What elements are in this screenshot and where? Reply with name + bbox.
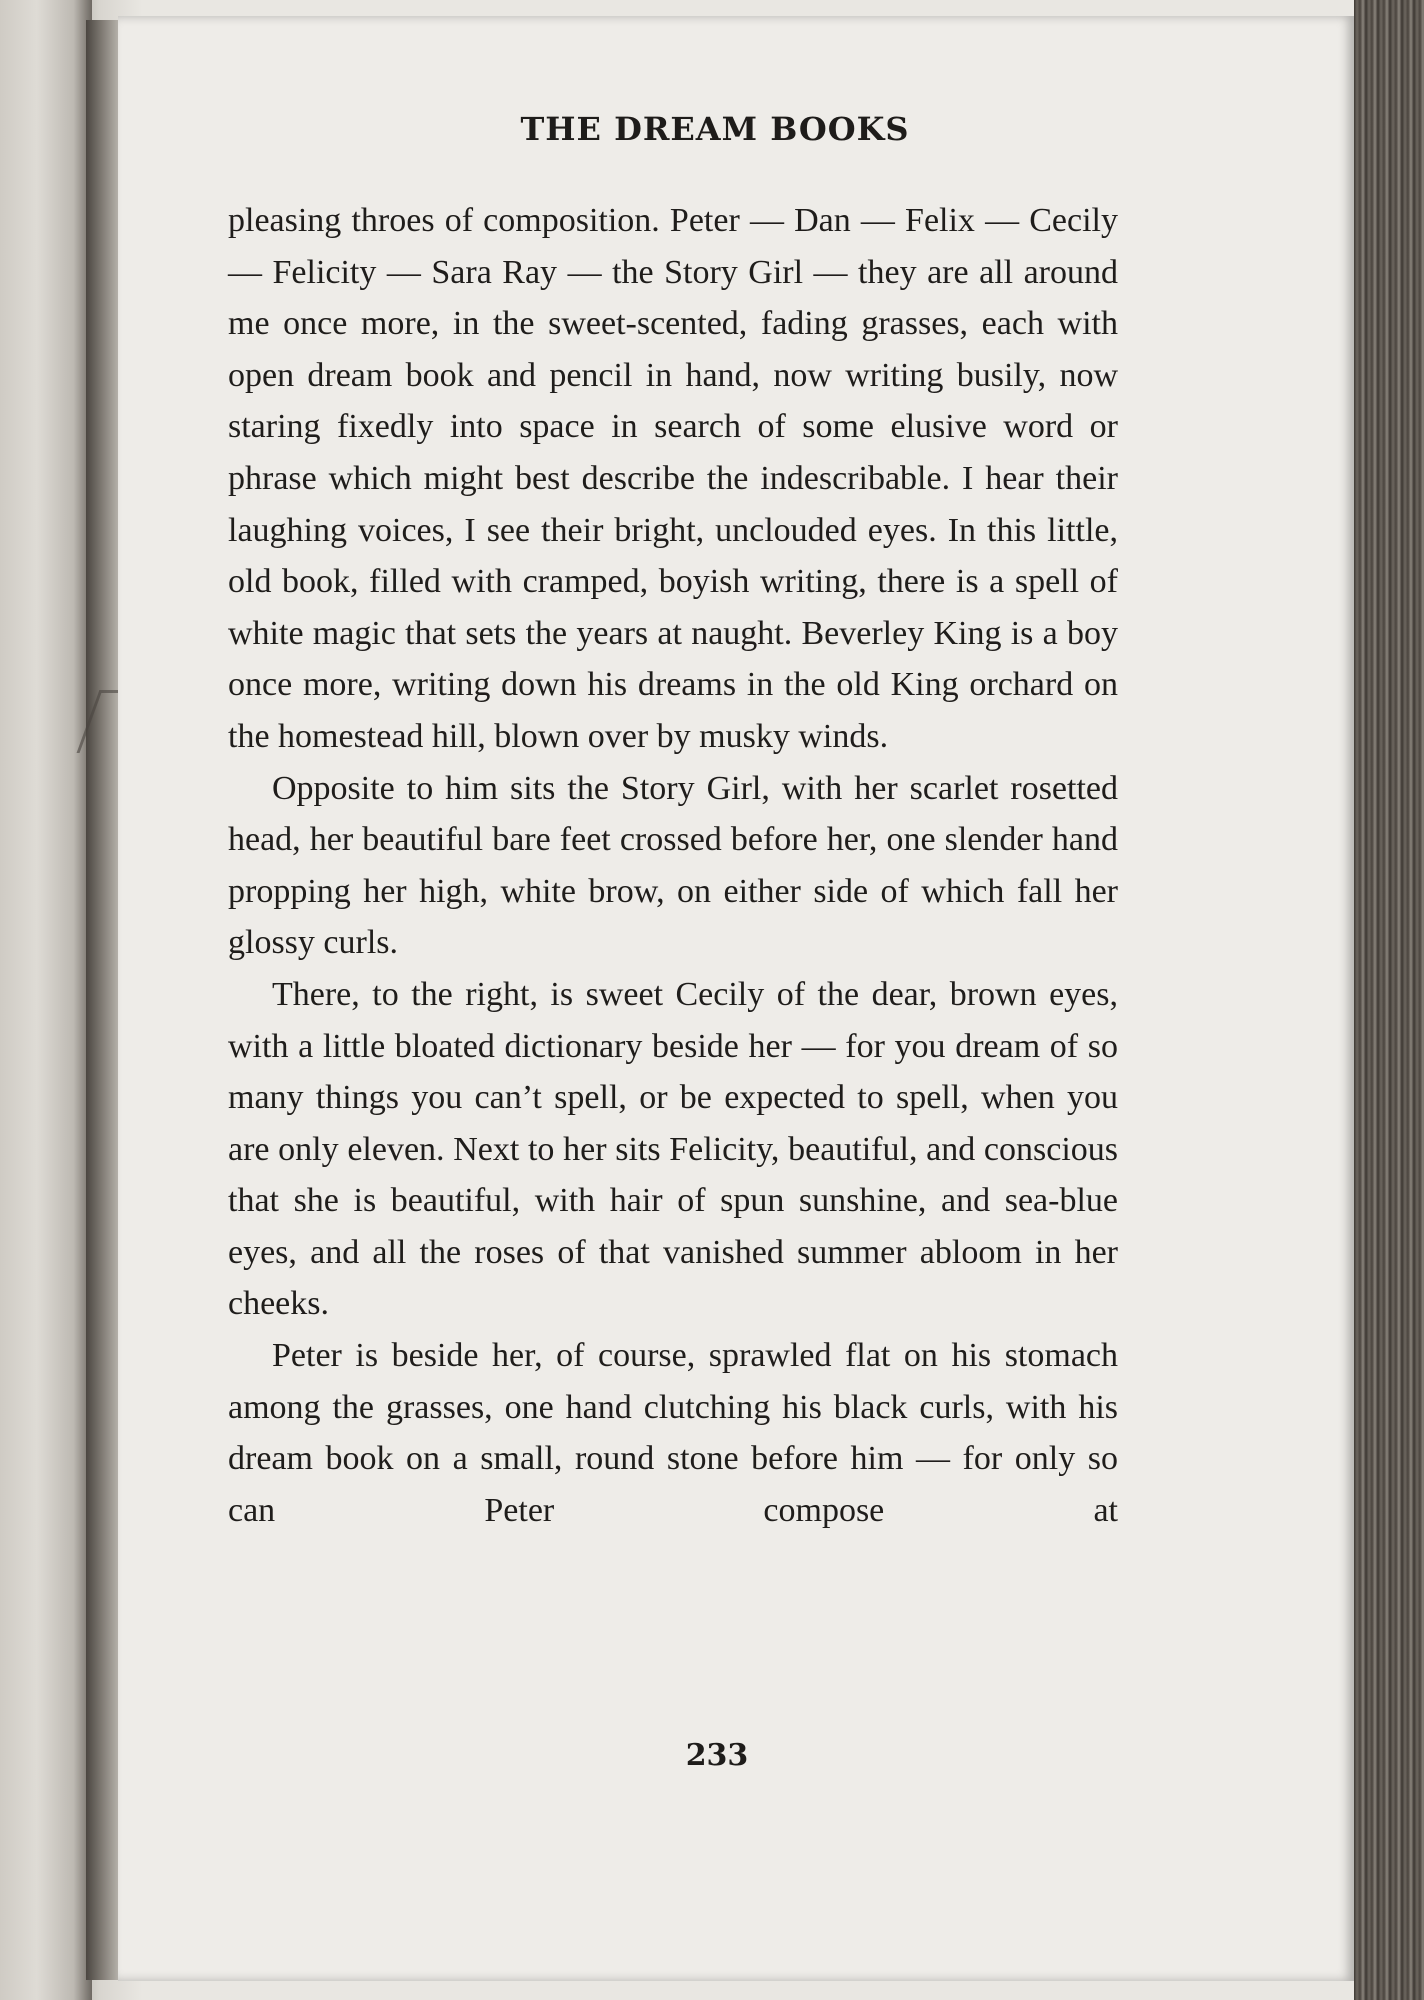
paragraph: Peter is beside her, of course, sprawled flat on his stomach among the grasses, one hand clutching his black curls, with his dream book on a small, round stone before him — for only so can Peter compose at bbox=[228, 1337, 1118, 1529]
paragraph: pleasing throes of composition. Peter — Dan — Felix — Cecily — Felicity — Sara Ray — the Story Girl — they are all around me once more, in the sweet-scented, fading grasses, each with open dream book and pencil in hand, now writing busily, now staring fixedly into space in search of some elusive word or phrase which might best describe the indescribable. I hear their laughing voices, I see their bright, unclouded eyes. In this little, old book, filled with cramped, boyish writing, there is a spell of white magic that sets the years at naught. Beverley King is a boy once more, writing down his dreams in the old King orchard on the homestead hill, blown over by musky winds. bbox=[228, 202, 1118, 755]
paragraph: There, to the right, is sweet Cecily of the dear, brown eyes, with a little bloated dictionary beside her — for you dream of so many things you can’t spell, or be expected to spell, when you are only eleven. Next to her sits Felicity, beautiful, and conscious that she is beautiful, with hair of spun sunshine, and sea-blue eyes, and all the roses of that vanished summer abloom in her cheeks. bbox=[228, 975, 1118, 1323]
page-text bbox=[228, 195, 1118, 1536]
paragraph: Opposite to him sits the Story Girl, with her scarlet rosetted head, her beautiful bare feet crossed before her, one slender hand propping her high, white brow, on either side of which fall her glossy curls. bbox=[228, 769, 1118, 962]
facing-page-edge bbox=[0, 0, 92, 2000]
page-stack-edge bbox=[1354, 0, 1424, 2000]
running-title: THE DREAM BOOKS bbox=[520, 110, 910, 148]
page-number: 233 bbox=[685, 1738, 749, 1773]
